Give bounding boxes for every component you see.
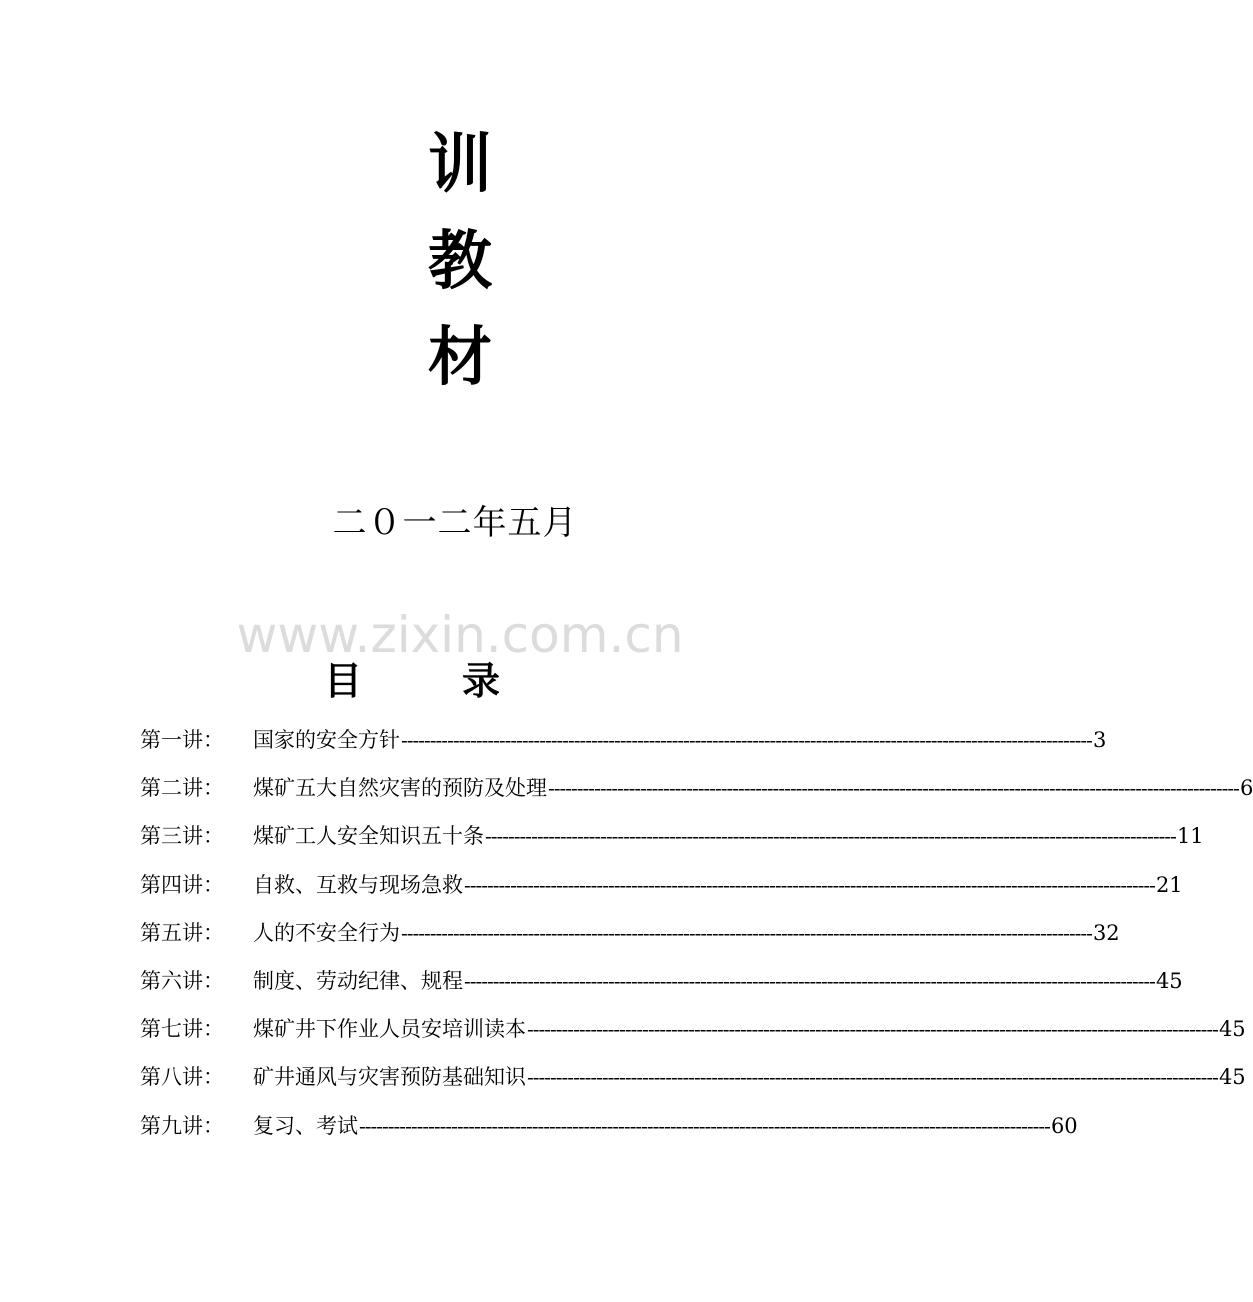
toc-entry (140, 1053, 1246, 1101)
toc-entry-page: 21 (1155, 872, 1183, 897)
toc-entry-title: 矿井通风与灾害预防基础知识 (253, 1065, 526, 1090)
cover-date: 二０一二年五月 (332, 503, 578, 543)
title-char-2: 教 (428, 225, 492, 299)
toc-entry-title: 制度、劳动纪律、规程 (253, 968, 463, 993)
toc-entry-number: 第一讲： (140, 728, 224, 752)
watermark: www.zixin.com.cn (236, 606, 684, 664)
toc-leader-dashes: ------------------------------------------------------------------------------------------------------------------------ (485, 824, 1176, 849)
toc-entry-page: 45 (1155, 968, 1183, 993)
title-char-1: 训 (428, 128, 492, 202)
toc-entry-page: 32 (1092, 920, 1120, 945)
toc-entry-title: 自救、互救与现场急救 (253, 872, 463, 897)
toc-entry-number: 第四讲： (140, 872, 224, 897)
toc-entry-number: 第三讲： (140, 824, 224, 849)
toc-entry (140, 1102, 1078, 1150)
toc-leader-dashes: ------------------------------------------------------------------------------------------------------------------------ (548, 776, 1239, 801)
toc-entry-number: 第八讲： (140, 1065, 224, 1090)
toc-heading-right: 录 (462, 659, 501, 703)
toc-entry-title: 复习、考试 (253, 1113, 358, 1138)
toc-entry-number: 第七讲： (140, 1017, 224, 1042)
toc-leader-dashes: ------------------------------------------------------------------------------------------------------------------------ (527, 1065, 1218, 1090)
toc-leader-dashes: ------------------------------------------------------------------------------------------------------------------------ (401, 728, 1092, 752)
toc-entry-page: 45 (1218, 1065, 1246, 1090)
toc-entry-number: 第二讲： (140, 776, 224, 801)
toc-entry (140, 909, 1120, 957)
toc-entry-title: 国家的安全方针 (253, 728, 400, 752)
toc-entry-title: 人的不安全行为 (253, 920, 400, 945)
toc-entry-page: 60 (1050, 1113, 1078, 1138)
toc-entry-number: 第六讲： (140, 968, 224, 993)
toc-leader-dashes: ------------------------------------------------------------------------------------------------------------------------ (401, 920, 1092, 945)
toc-entry-page: 3 (1092, 728, 1107, 752)
title-char-3: 材 (428, 321, 492, 395)
toc-entry-number: 第五讲： (140, 920, 224, 945)
toc-entry (140, 1005, 1246, 1053)
toc-entry-page: 6 (1239, 776, 1253, 801)
toc-entry (140, 861, 1183, 909)
toc-entry-page: 45 (1218, 1017, 1246, 1042)
toc-entry-number: 第九讲： (140, 1113, 224, 1138)
toc-entry (140, 764, 1253, 812)
toc-leader-dashes: ------------------------------------------------------------------------------------------------------------------------ (527, 1017, 1218, 1042)
toc-entry-title: 煤矿井下作业人员安培训读本 (253, 1017, 526, 1042)
toc-entry-title: 煤矿五大自然灾害的预防及处理 (253, 776, 547, 801)
toc-leader-dashes: ------------------------------------------------------------------------------------------------------------------------ (359, 1113, 1050, 1138)
toc-entry (140, 957, 1183, 1005)
toc-entry-title: 煤矿工人安全知识五十条 (253, 824, 484, 849)
toc-entry-page: 11 (1176, 824, 1204, 849)
toc-entry (140, 812, 1204, 860)
table-of-contents (140, 716, 1253, 1150)
toc-leader-dashes: ------------------------------------------------------------------------------------------------------------------------ (464, 872, 1155, 897)
toc-leader-dashes: ------------------------------------------------------------------------------------------------------------------------ (464, 968, 1155, 993)
toc-heading-left: 目 (324, 659, 363, 703)
toc-entry (140, 716, 1107, 764)
